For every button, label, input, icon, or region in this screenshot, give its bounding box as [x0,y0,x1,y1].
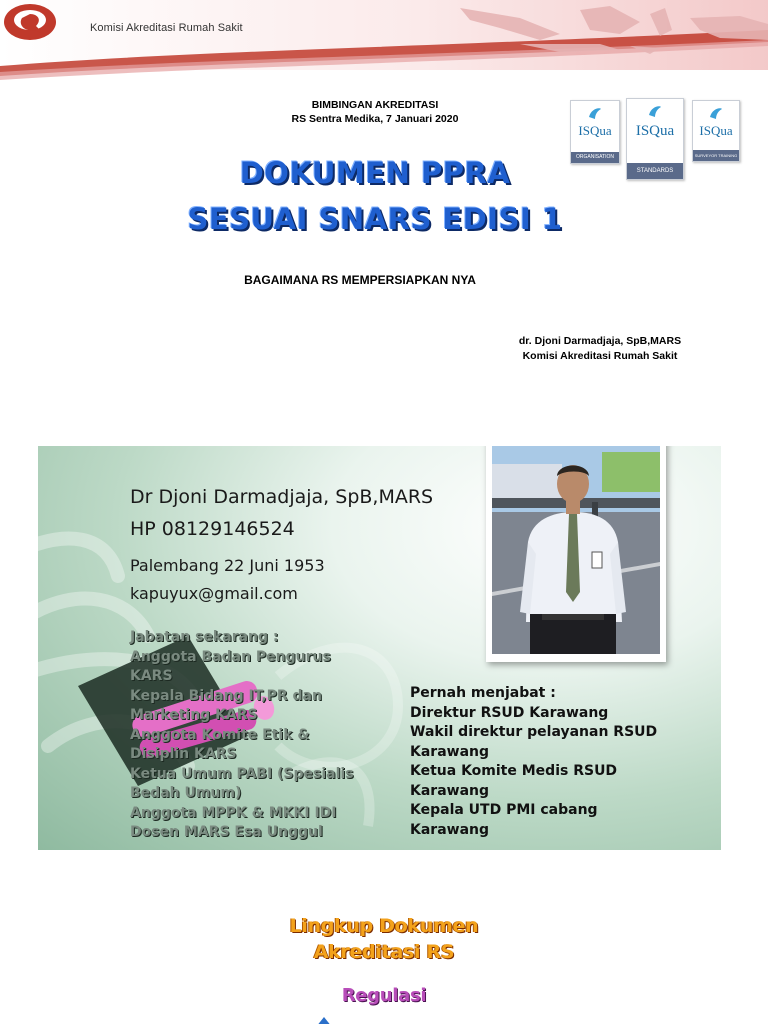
event-title [230,98,520,126]
isqua-leaf-icon [647,103,663,119]
person-photo-illustration [492,446,660,654]
event-title-line1: BIMBINGAN AKREDITASI [311,99,439,111]
profile-name: Dr Djoni Darmadjaja, SpB,MARS [130,486,434,508]
list-item: Ketua Komite Medis RSUD Karawang [410,763,618,799]
isqua-badge-training [692,100,740,169]
subtitle: BAGAIMANA RS MEMPERSIAPKAN NYA [244,273,476,287]
header-banner [0,0,768,80]
main-title-line2: SESUAI SNARS EDISI 1 [187,202,563,236]
isqua-leaf-icon [708,105,724,121]
list-item: Anggota Komite Etik & Disiplin KARS [130,726,310,762]
arrow-up-icon [314,1015,334,1024]
badge-strip: SURVEYOR TRAINING PROGRAMME [693,150,739,161]
profile-slide [38,446,721,850]
profile-birth: Palembang 22 Juni 1953 [130,556,325,575]
profile-photo-frame [486,446,666,662]
badge-name: ISQua [578,123,612,138]
isqua-leaf-icon [587,105,603,121]
list-item: Kepala Bidang IT,PR dan Marketing KARS [130,687,322,723]
profile-phone: HP 08129146524 [130,518,295,540]
badge-name: ISQua [699,123,733,138]
list-item: Kepala UTD PMI cabang Karawang [410,802,598,838]
author-name: dr. Djoni Darmadjaja, SpB,MARS [518,335,682,347]
scope-slide [0,905,768,1024]
list-item: Dosen MARS Esa Unggul [130,824,323,840]
profile-email: kapuyux@gmail.com [130,584,298,603]
scope-title-line1: Lingkup Dokumen [289,915,479,937]
current-positions [130,628,370,843]
title-slide [0,0,768,420]
badge-strip: STANDARDS [627,163,683,179]
current-positions-heading: Jabatan sekarang : [130,629,279,645]
author-affiliation: Komisi Akreditasi Rumah Sakit [522,350,678,362]
profile-photo [492,446,660,654]
list-item: Ketua Umum PABI (Spesialis Bedah Umum) [130,765,354,801]
scope-regulasi: Regulasi [341,985,427,1006]
scope-title-line2: Akreditasi RS [313,941,455,963]
author-block [480,334,720,364]
badge-name: ISQua [635,123,675,139]
past-positions [410,684,670,840]
org-name: Komisi Akreditasi Rumah Sakit [90,22,243,34]
main-title-line1: DOKUMEN PPRA [239,156,511,190]
main-title [100,150,650,242]
kars-logo-icon [0,0,64,44]
list-item: Direktur RSUD Karawang [410,704,609,721]
indonesia-map-banner [0,0,768,80]
list-item: Anggota MPPK & MKKI IDI [130,804,337,821]
badge-strip: ORGANISATION [571,152,619,163]
list-item: Wakil direktur pelayanan RSUD Karawang [410,724,658,760]
past-positions-heading: Pernah menjabat : [410,685,556,701]
scope-title [234,913,534,965]
list-item: Anggota Badan Pengurus KARS [130,648,331,684]
event-title-line2: RS Sentra Medika, 7 Januari 2020 [291,113,459,125]
